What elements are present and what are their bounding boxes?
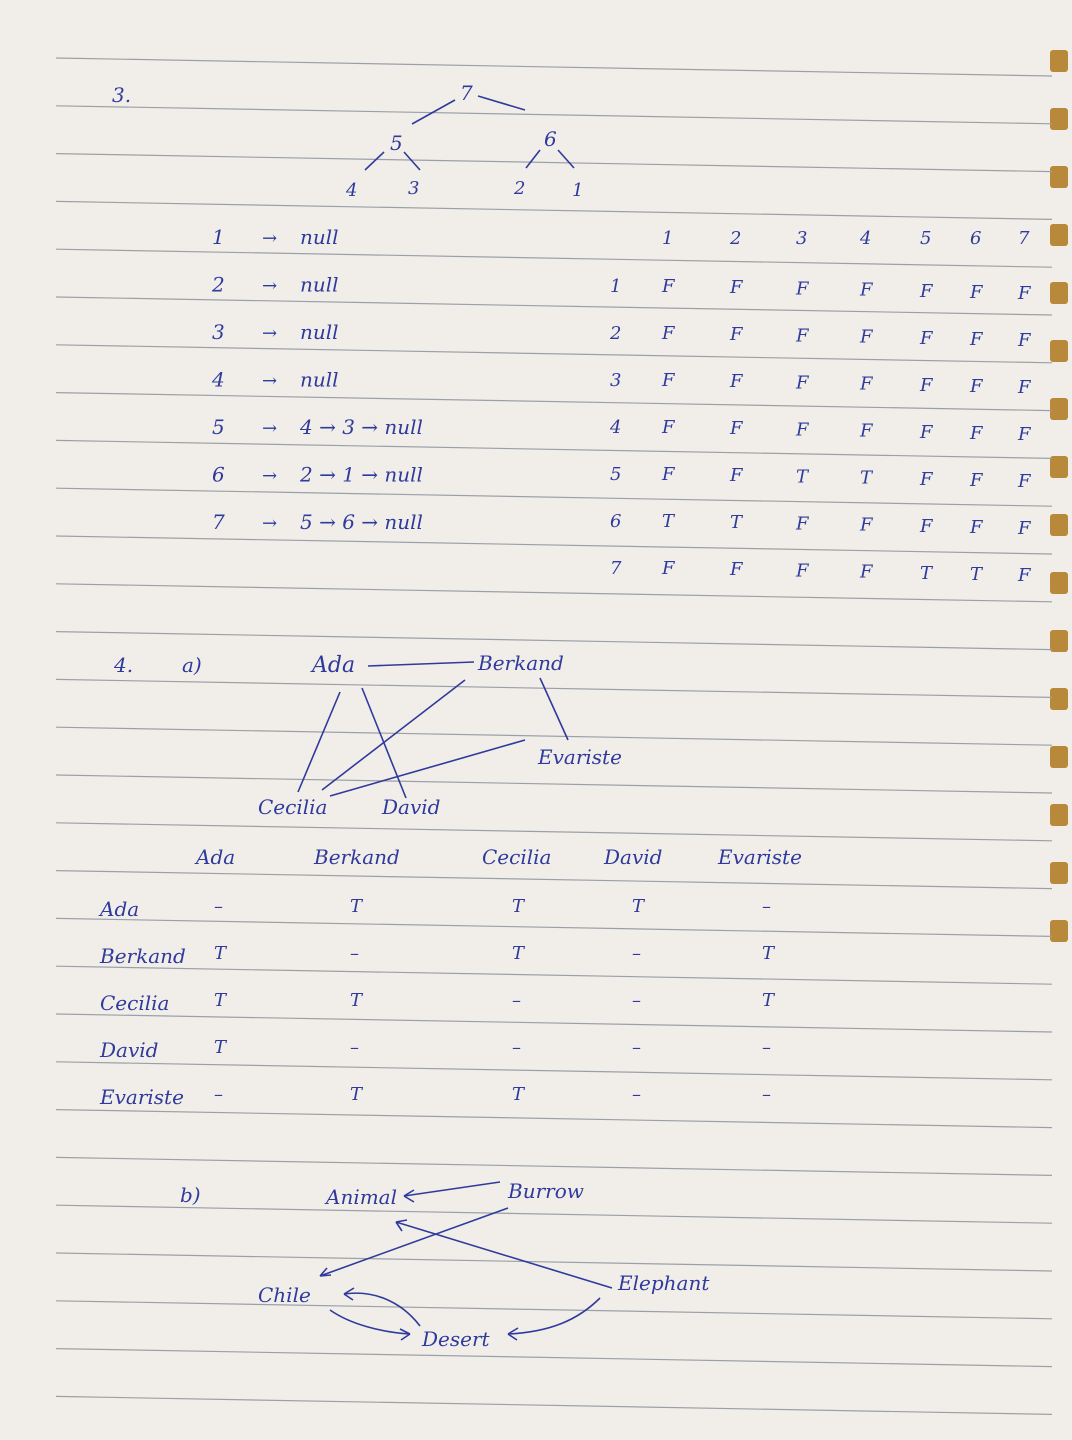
spiral-ring	[1050, 688, 1068, 710]
adjacency-list-text: null	[300, 320, 339, 344]
table-row-header: David	[100, 1038, 159, 1062]
matrix-cell: F	[970, 329, 983, 350]
matrix-row-header: 2	[610, 323, 622, 344]
table-cell: –	[350, 1037, 359, 1058]
table-col-header: Cecilia	[482, 845, 552, 869]
node-evariste: Evariste	[538, 745, 622, 769]
spiral-ring	[1050, 108, 1068, 130]
spiral-ring	[1050, 920, 1068, 942]
adjacency-node: 5	[212, 415, 225, 439]
matrix-cell: F	[860, 420, 873, 442]
spiral-ring	[1050, 50, 1068, 72]
table-cell: T	[512, 896, 525, 917]
tree-node-lr: 3	[408, 178, 420, 199]
matrix-cell: T	[730, 512, 743, 534]
table-col-header: Evariste	[718, 845, 802, 869]
adjacency-arrow: →	[262, 370, 278, 392]
table-cell: T	[214, 943, 227, 964]
table-row-header: Ada	[100, 897, 140, 921]
node-david: David	[382, 795, 441, 819]
adjacency-list-text: null	[300, 272, 339, 297]
adjacency-node: 2	[212, 272, 225, 297]
adjacency-list-text: null	[300, 225, 339, 249]
spiral-ring	[1050, 746, 1068, 768]
table-cell: T	[512, 1084, 525, 1105]
adjacency-arrow: →	[262, 275, 278, 297]
spiral-ring	[1050, 804, 1068, 826]
table-cell: T	[350, 896, 363, 917]
matrix-cell: F	[1018, 283, 1031, 305]
matrix-col-header: 3	[796, 228, 808, 249]
matrix-row-header: 5	[610, 464, 622, 485]
table-cell: T	[214, 990, 227, 1011]
matrix-cell: F	[860, 279, 873, 301]
table-row-header: Berkand	[100, 944, 186, 968]
table-cell: T	[512, 943, 525, 964]
table-row-header: Cecilia	[100, 991, 170, 1015]
node-chile: Chile	[258, 1283, 311, 1307]
matrix-cell: F	[1018, 330, 1031, 352]
table-cell: –	[762, 1037, 771, 1058]
matrix-cell: F	[920, 468, 933, 490]
matrix-cell: F	[730, 277, 743, 299]
matrix-row-header: 6	[610, 511, 622, 532]
matrix-cell: F	[730, 559, 743, 581]
spiral-ring	[1050, 166, 1068, 188]
adjacency-list-text: 4 → 3 → null	[300, 415, 423, 439]
spiral-ring	[1050, 282, 1068, 304]
table-cell: –	[762, 896, 771, 917]
matrix-cell: F	[1018, 565, 1031, 587]
matrix-cell: F	[920, 280, 933, 302]
table-cell: –	[632, 990, 641, 1011]
matrix-cell: F	[970, 470, 983, 491]
adjacency-arrow: →	[262, 228, 278, 249]
matrix-cell: F	[662, 323, 675, 344]
matrix-cell: T	[662, 511, 675, 532]
table-cell: T	[632, 896, 645, 917]
node-berkand: Berkand	[478, 651, 564, 675]
matrix-cell: F	[730, 465, 743, 487]
table-cell: T	[350, 990, 363, 1011]
node-ada: Ada	[312, 653, 356, 678]
table-row-header: Evariste	[100, 1085, 184, 1109]
table-cell: –	[632, 1037, 641, 1058]
spiral-ring	[1050, 630, 1068, 652]
matrix-cell: F	[970, 376, 983, 397]
table-col-header: Berkand	[314, 845, 400, 869]
adjacency-node: 1	[212, 225, 225, 249]
matrix-row-header: 4	[610, 417, 622, 438]
table-cell: –	[632, 943, 641, 964]
table-cell: –	[214, 896, 223, 917]
matrix-cell: T	[920, 562, 933, 584]
table-cell: –	[632, 1084, 641, 1105]
node-animal: Animal	[326, 1185, 398, 1209]
table-col-header: Ada	[196, 845, 236, 869]
matrix-row-header: 1	[610, 276, 622, 297]
matrix-cell: T	[796, 466, 809, 488]
table-cell: T	[762, 990, 775, 1011]
matrix-col-header: 6	[970, 228, 982, 249]
matrix-col-header: 4	[860, 228, 872, 249]
adjacency-list-text: 2 → 1 → null	[300, 462, 423, 487]
tree-node-root: 7	[460, 81, 473, 105]
matrix-cell: T	[970, 564, 983, 585]
adjacency-node: 3	[212, 320, 225, 344]
matrix-cell: F	[1018, 471, 1031, 493]
matrix-cell: F	[796, 278, 809, 300]
matrix-row-header: 7	[610, 558, 622, 579]
matrix-cell: F	[970, 423, 983, 444]
node-burrow: Burrow	[508, 1179, 584, 1203]
matrix-cell: F	[796, 372, 809, 394]
matrix-cell: F	[730, 324, 743, 346]
matrix-col-header: 1	[662, 228, 674, 249]
matrix-cell: F	[970, 282, 983, 303]
matrix-cell: F	[662, 558, 675, 579]
matrix-cell: F	[920, 374, 933, 396]
table-cell: –	[214, 1084, 223, 1105]
matrix-cell: F	[860, 373, 873, 395]
q4-label: 4.	[114, 653, 134, 677]
matrix-cell: F	[970, 517, 983, 538]
adjacency-node: 7	[212, 510, 225, 534]
matrix-row-header: 3	[610, 370, 622, 391]
matrix-cell: F	[796, 325, 809, 347]
matrix-cell: F	[796, 560, 809, 582]
table-cell: T	[214, 1037, 227, 1058]
spiral-ring	[1050, 340, 1068, 362]
matrix-col-header: 5	[920, 228, 932, 249]
matrix-cell: F	[860, 561, 873, 583]
matrix-col-header: 2	[730, 228, 742, 249]
matrix-cell: F	[920, 327, 933, 349]
matrix-cell: F	[796, 513, 809, 535]
matrix-cell: F	[1018, 424, 1031, 446]
node-elephant: Elephant	[618, 1271, 710, 1295]
table-cell: T	[762, 943, 775, 964]
matrix-cell: F	[662, 370, 675, 391]
table-cell: –	[762, 1084, 771, 1105]
matrix-col-header: 7	[1018, 228, 1030, 249]
adjacency-arrow: →	[262, 465, 278, 487]
adjacency-node: 6	[212, 462, 225, 487]
spiral-ring	[1050, 398, 1068, 420]
table-cell: –	[512, 1037, 521, 1058]
adjacency-list-text: null	[300, 367, 339, 392]
matrix-cell: F	[1018, 377, 1031, 399]
q4b-label: b)	[180, 1183, 201, 1207]
spiral-ring	[1050, 862, 1068, 884]
tree-node-rl: 2	[514, 178, 526, 199]
matrix-cell: F	[730, 418, 743, 440]
matrix-cell: T	[860, 467, 873, 489]
matrix-cell: F	[920, 515, 933, 537]
adjacency-list-text: 5 → 6 → null	[300, 510, 423, 534]
matrix-cell: F	[662, 276, 675, 297]
matrix-cell: F	[860, 326, 873, 348]
table-col-header: David	[604, 845, 663, 869]
adjacency-arrow: →	[262, 323, 278, 344]
table-cell: –	[512, 990, 521, 1011]
node-cecilia: Cecilia	[258, 795, 328, 819]
adjacency-arrow: →	[262, 513, 278, 534]
spiral-ring	[1050, 456, 1068, 478]
q3-label: 3.	[112, 83, 132, 107]
tree-node-ll: 4	[346, 180, 358, 201]
matrix-cell: F	[920, 421, 933, 443]
tree-node-right: 6	[544, 127, 557, 151]
matrix-cell: F	[1018, 518, 1031, 540]
table-cell: T	[350, 1084, 363, 1105]
matrix-cell: F	[662, 417, 675, 438]
matrix-cell: F	[662, 464, 675, 485]
spiral-ring	[1050, 572, 1068, 594]
adjacency-node: 4	[212, 367, 225, 392]
table-cell: –	[350, 943, 359, 964]
q4a-label: a)	[182, 653, 202, 677]
node-desert: Desert	[422, 1327, 490, 1351]
matrix-cell: F	[730, 371, 743, 393]
spiral-ring	[1050, 224, 1068, 246]
tree-node-rr: 1	[572, 180, 584, 201]
spiral-ring	[1050, 514, 1068, 536]
matrix-cell: F	[796, 419, 809, 441]
matrix-cell: F	[860, 514, 873, 536]
adjacency-arrow: →	[262, 418, 278, 439]
tree-node-left: 5	[390, 131, 403, 155]
